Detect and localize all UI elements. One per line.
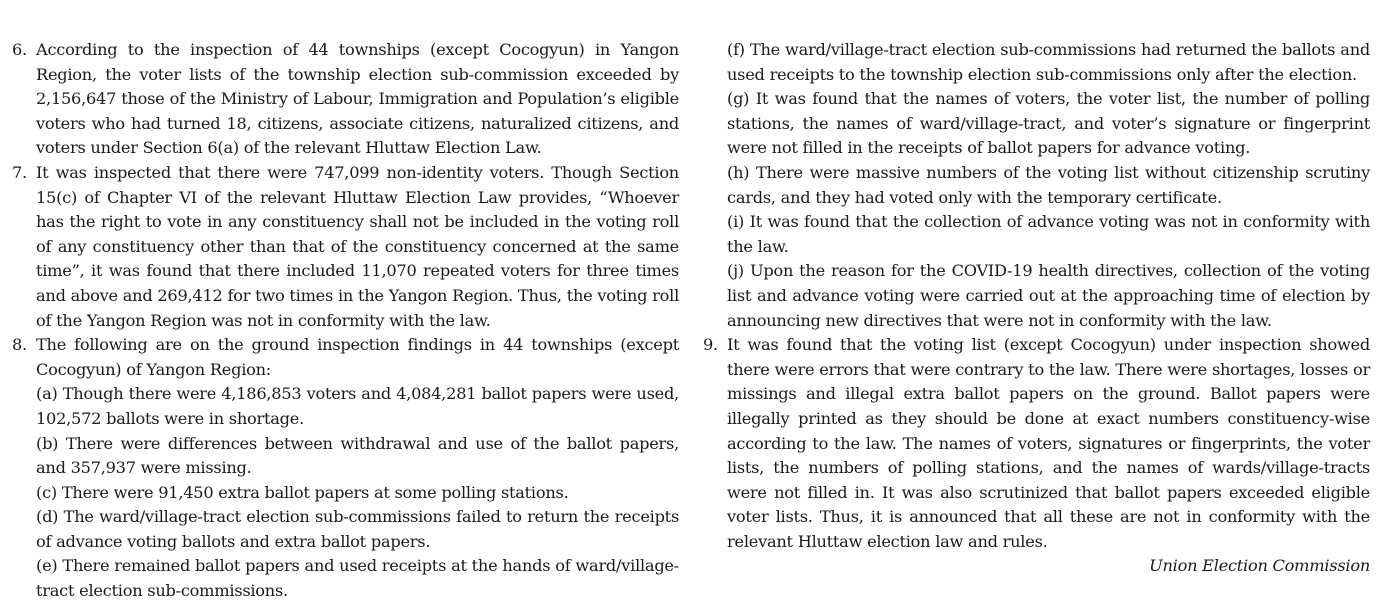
item-8-sub-d: (d) The ward/village-tract election sub-commissions failed to return the receipts of advance voting ballots and extra ballot papers. (36, 507, 679, 551)
item-8-sub-b: (b) There were differences between withdrawal and use of the ballot papers, and 357,937 were missing. (36, 433, 679, 478)
item-8-sub-g: (g) It was found that the names of voters, the voter list, the number of polling stations, the names of ward/village-tract, and voter’s signature or fingerprint were not filled in the receipts of ballot papers for advance voting. (727, 89, 1370, 158)
item-7-text: It was inspected that there were 747,099 non-identity voters. Though Section 15(c) of Chapter VI of the relevant Hluttaw Election Law provides, “Whoever has the right to vote in any constituency shall not be included in the voting roll of any constituency other than that of the constituency concerned at the same time”, it was found that there included 11,070 repeated voters for three times and above and 269,412 for two times in the Yangon Region. Thus, the voting roll of the Yangon Region was not in conformity with the law. (36, 162, 679, 330)
item-8 (12, 333, 679, 604)
signature: Union Election Commission (1149, 556, 1370, 576)
item-7-number: 7. (12, 162, 27, 182)
item-8-continued (703, 38, 1370, 333)
item-6-number: 6. (12, 40, 27, 59)
item-9-text: It was found that the voting list (except Cocogyun) under inspection showed there were errors that were contrary to the law. There were shortages, losses or missings and illegal extra ballot papers on the ground. Ballot papers were illegally printed as they should be done at exact numbers constituency-wise according to the law. The names of voters, signatures or fingerprints, the voter lists, the numbers of polling stations, and the names of wards/village-tracts were not filled in. It was also scrutinized that ballot papers exceeded eligible voter lists. Thus, it is announced that all these are not in conformity with the relevant Hluttaw election law and rules. (727, 335, 1370, 551)
item-8-sub-c: (c) There were 91,450 extra ballot papers at some polling stations. (36, 482, 569, 502)
item-8-sub-e: (e) There remained ballot papers and used receipts at the hands of ward/village-tract election sub-commissions. (36, 556, 679, 601)
item-7 (12, 161, 679, 333)
item-6-text: According to the inspection of 44 townships (except Cocogyun) in Yangon Region, the voter lists of the township election sub-commission exceeded by 2,156,647 those of the Ministry of Labour, Immigration and Population’s eligible voters who had turned 18, citizens, associate citizens, naturalized citizens, and voters under Section 6(a) of the relevant Hluttaw Election Law. (36, 40, 679, 158)
item-8-sub-f: (f) The ward/village-tract election sub-commissions had returned the ballots and used receipts to the township election sub-commissions only after the election. (727, 40, 1370, 84)
item-8-sub-a: (a) Though there were 4,186,853 voters and 4,084,281 ballot papers were used, 102,572 ballots were in shortage. (36, 384, 679, 428)
item-6 (12, 38, 679, 161)
item-9 (703, 333, 1370, 554)
item-8-sub-h: (h) There were massive numbers of the voting list without citizenship scrutiny cards, and they had voted only with the temporary certificate. (727, 162, 1370, 207)
item-8-sub-j: (j) Upon the reason for the COVID-19 health directives, collection of the voting list and advance voting were carried out at the approaching time of election by announcing new directives that were not in conformity with the law. (727, 261, 1370, 330)
item-8-sub-i: (i) It was found that the collection of advance voting was not in conformity with the law. (727, 212, 1370, 256)
item-8-number: 8. (12, 335, 27, 355)
item-9-number: 9. (703, 335, 718, 355)
left-column (12, 38, 679, 604)
item-8-text: The following are on the ground inspection findings in 44 townships (except Cocogyun) of Yangon Region: (36, 335, 679, 379)
right-column (703, 38, 1370, 579)
